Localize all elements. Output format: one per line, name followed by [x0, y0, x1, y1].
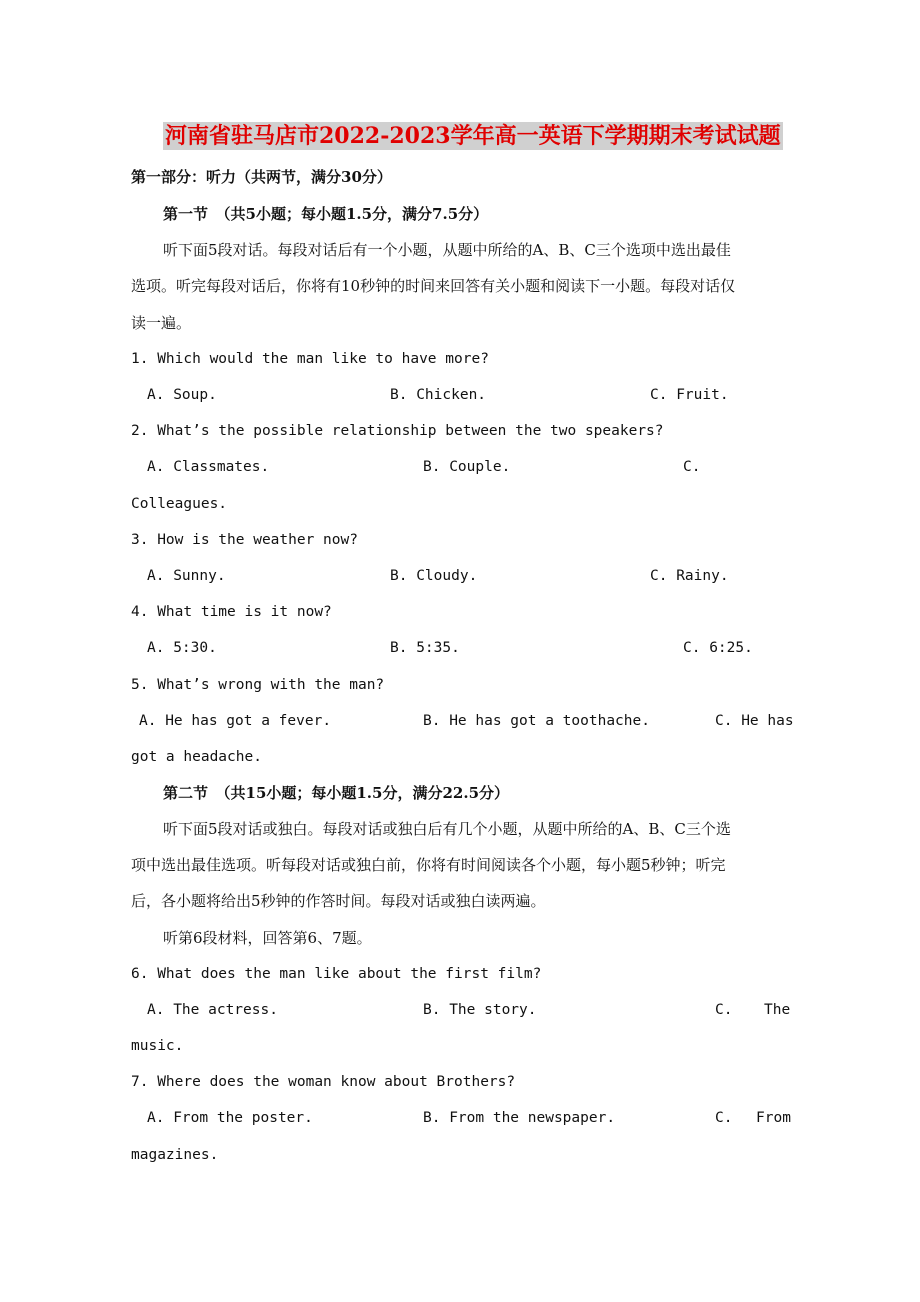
- material-note: 听第6段材料，回答第6、7题。: [163, 929, 372, 947]
- option-c: C. He has: [715, 713, 794, 729]
- option-c-continuation: music.: [131, 1038, 184, 1054]
- section2-instruction-line: 项中选出最佳选项。听每段对话或独白前，你将有时间阅读各个小题，每小题5秒钟；听完: [131, 856, 726, 874]
- section1-heading: 第一节 （共5小题；每小题1.5分，满分7.5分）: [163, 205, 489, 223]
- document-title: [163, 120, 781, 152]
- question-stem: 3. How is the weather now?: [131, 532, 358, 548]
- question-stem: 6. What does the man like about the first film?: [131, 966, 542, 982]
- option-c-continuation: magazines.: [131, 1147, 219, 1163]
- option-a: A. 5:30.: [147, 640, 217, 656]
- section1-instruction-line: 听下面5段对话。每段对话后有一个小题，从题中所给的A、B、C三个选项中选出最佳: [163, 241, 731, 259]
- question-stem: 7. Where does the woman know about Brothers?: [131, 1074, 516, 1090]
- question-stem: 1. Which would the man like to have more?: [131, 351, 489, 367]
- option-c: C. Rainy.: [650, 568, 729, 584]
- option-a: A. The actress.: [147, 1002, 278, 1018]
- part1-heading: 第一部分：听力（共两节，满分30分）: [131, 168, 392, 186]
- option-c: C.: [683, 459, 701, 475]
- option-a: A. He has got a fever.: [139, 713, 332, 729]
- section1-instruction-line: 选项。听完每段对话后，你将有10秒钟的时间来回答有关小题和阅读下一小题。每段对话仅: [131, 277, 736, 295]
- option-b: B. The story.: [423, 1002, 537, 1018]
- question-stem: 5. What’s wrong with the man?: [131, 677, 385, 693]
- document-title-text: 河南省驻马店市2022-2023学年高一英语下学期期末考试试题: [165, 123, 781, 149]
- option-c-word: The: [764, 1002, 791, 1018]
- option-a: A. From the poster.: [147, 1110, 313, 1126]
- question-stem: 4. What time is it now?: [131, 604, 332, 620]
- option-a: A. Soup.: [147, 387, 217, 403]
- option-b: B. He has got a toothache.: [423, 713, 650, 729]
- option-a: A. Sunny.: [147, 568, 226, 584]
- section2-instruction-line: 听下面5段对话或独白。每段对话或独白后有几个小题，从题中所给的A、B、C三个选: [163, 820, 731, 838]
- section2-instruction-line: 后，各小题将给出5秒钟的作答时间。每段对话或独白读两遍。: [131, 892, 546, 910]
- option-c: C. 6:25.: [683, 640, 753, 656]
- option-c: C. Fruit.: [650, 387, 729, 403]
- section2-heading: 第二节 （共15小题；每小题1.5分，满分22.5分）: [163, 784, 510, 802]
- option-c-continuation: Colleagues.: [131, 496, 228, 512]
- option-a: A. Classmates.: [147, 459, 270, 475]
- option-b: B. Cloudy.: [390, 568, 478, 584]
- section1-instruction-line: 读一遍。: [131, 314, 192, 332]
- option-b: B. From the newspaper.: [423, 1110, 616, 1126]
- option-b: B. Couple.: [423, 459, 511, 475]
- option-c-letter: C.: [715, 1002, 733, 1018]
- question-stem: 2. What’s the possible relationship between the two speakers?: [131, 423, 664, 439]
- option-c-letter: C.: [715, 1110, 733, 1126]
- option-b: B. 5:35.: [390, 640, 460, 656]
- option-c-continuation: got a headache.: [131, 749, 262, 765]
- option-b: B. Chicken.: [390, 387, 487, 403]
- option-c-word: From: [756, 1110, 791, 1126]
